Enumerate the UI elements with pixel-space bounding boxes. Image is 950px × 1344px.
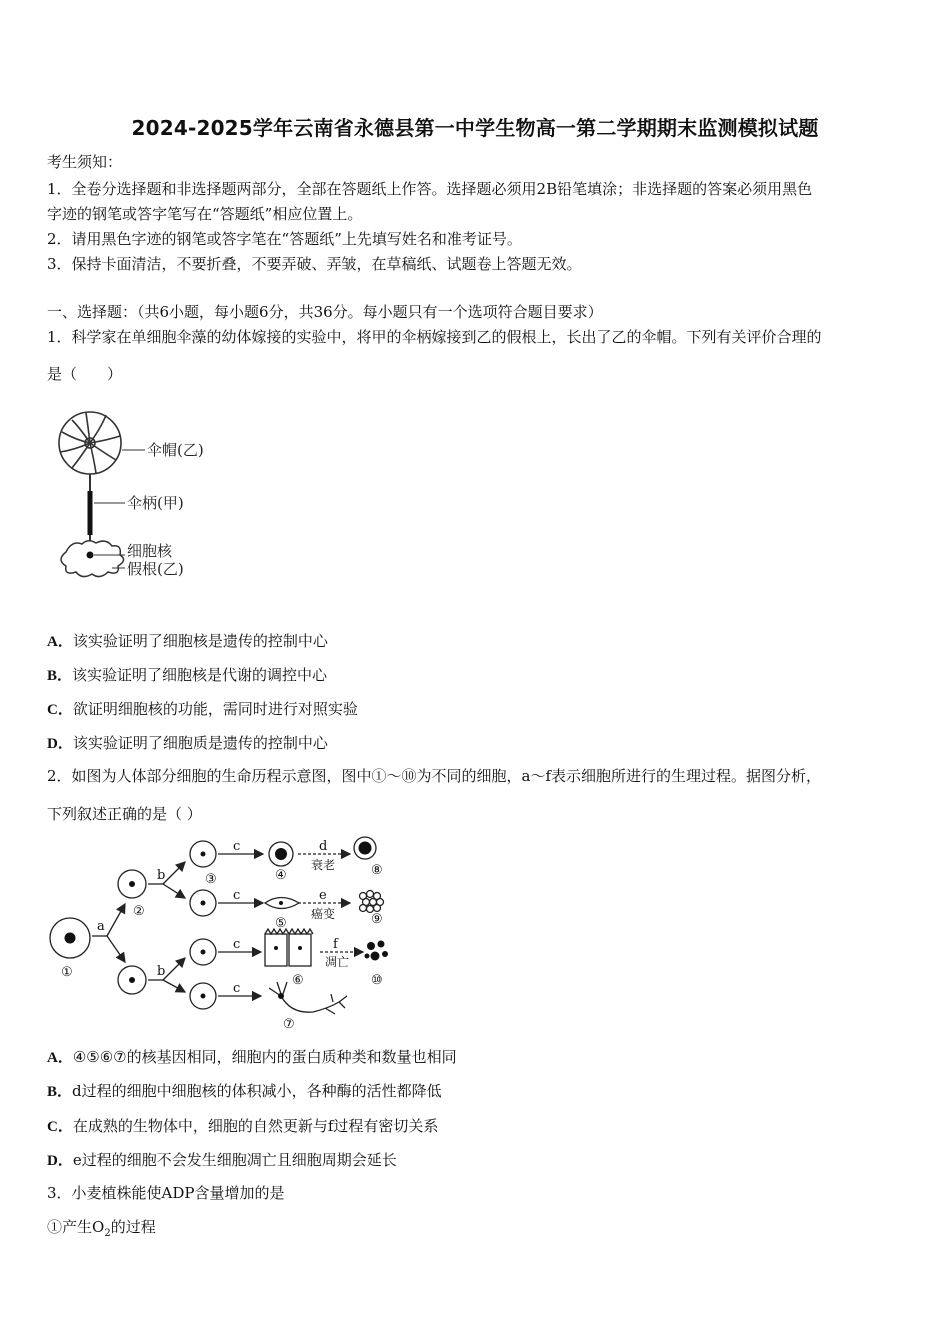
q2-stem: 2．如图为人体部分细胞的生命历程示意图，图中①～⑩为不同的细胞，a～f表示细胞所进行的生理过程。据图分析， bbox=[47, 767, 822, 785]
num-8: ⑧ bbox=[371, 863, 383, 878]
process-c: c bbox=[233, 981, 241, 996]
rhizoid-label: 假根(乙) bbox=[127, 560, 184, 578]
q2-option-b: B．d过程的细胞中细胞核的体积减小，各种酶的活性都降低 bbox=[47, 1082, 442, 1100]
cancer-label: 癌变 bbox=[311, 907, 336, 921]
q1-stem: 1．科学家在单细胞伞藻的幼体嫁接的实验中，将甲的伞柄嫁接到乙的假根上，长出了乙的伞帽。下列有关评价合理的 bbox=[47, 328, 822, 346]
num-7: ⑦ bbox=[283, 1017, 295, 1032]
stalk-label: 伞柄(甲) bbox=[127, 494, 184, 512]
q2-option-c: C．在成熟的生物体中，细胞的自然更新与f过程有密切关系 bbox=[47, 1117, 439, 1135]
stalk-grafted bbox=[88, 491, 93, 535]
cell-10 bbox=[365, 941, 389, 961]
q3-item-1: ①产生$O_2$的过程 bbox=[47, 1218, 156, 1239]
num-2: ② bbox=[133, 904, 145, 919]
cell-9 bbox=[360, 891, 384, 913]
umbrella-alga-figure bbox=[50, 410, 230, 585]
q2-option-a: A．④⑤⑥⑦的核基因相同，细胞内的蛋白质种类和数量也相同 bbox=[47, 1048, 457, 1066]
cap-label: 伞帽(乙) bbox=[147, 441, 204, 459]
notice-item: 1．全卷分选择题和非选择题两部分，全部在答题纸上作答。选择题必须用2B铅笔填涂；非选择题的答案必须用黑色 bbox=[47, 180, 813, 198]
section-heading: 一、选择题：（共6小题，每小题6分，共36分。每小题只有一个选项符合题目要求） bbox=[47, 303, 603, 321]
process-c: c bbox=[233, 839, 241, 854]
rhizoid-outline bbox=[61, 541, 124, 577]
process-b-lower: b bbox=[157, 964, 166, 979]
umbrella-cap-shape bbox=[59, 412, 121, 474]
process-e: e bbox=[319, 888, 327, 903]
apoptosis-label: 凋亡 bbox=[325, 955, 350, 969]
q2-stem-cont: 下列叙述正确的是（ ） bbox=[47, 805, 202, 823]
process-d: d bbox=[319, 839, 328, 854]
num-9: ⑨ bbox=[371, 912, 383, 927]
num-5: ⑤ bbox=[275, 916, 287, 931]
nucleus-label: 细胞核 bbox=[127, 542, 173, 560]
num-6: ⑥ bbox=[292, 973, 304, 988]
process-f: f bbox=[333, 937, 338, 952]
notice-item: 2．请用黑色字迹的钢笔或答字笔在“答题纸”上先填写姓名和准考证号。 bbox=[47, 230, 522, 248]
q1-option-b: B．该实验证明了细胞核是代谢的调控中心 bbox=[47, 666, 328, 684]
process-c: c bbox=[233, 888, 241, 903]
num-3: ③ bbox=[205, 872, 217, 887]
cell-lifecycle-figure bbox=[45, 832, 405, 1034]
num-4: ④ bbox=[275, 868, 287, 883]
q3-stem: 3．小麦植株能使ADP含量增加的是 bbox=[47, 1184, 285, 1202]
aging-label: 衰老 bbox=[311, 858, 336, 872]
q1-option-d: D．该实验证明了细胞质是遗传的控制中心 bbox=[47, 734, 328, 752]
q1-stem-cont: 是（ ） bbox=[47, 365, 123, 383]
page-title: 2024-2025学年云南省永德县第一中学生物高一第二学期期末监测模拟试题 bbox=[131, 116, 819, 140]
nucleus-dot bbox=[87, 552, 94, 559]
process-a: a bbox=[97, 919, 105, 934]
notice-heading: 考生须知： bbox=[47, 153, 123, 171]
q2-option-d: D．e过程的细胞不会发生细胞凋亡且细胞周期会延长 bbox=[47, 1151, 397, 1169]
q1-option-a: A．该实验证明了细胞核是遗传的控制中心 bbox=[47, 632, 328, 650]
q1-option-c: C．欲证明细胞核的功能，需同时进行对照实验 bbox=[47, 700, 358, 718]
notice-item: 3．保持卡面清洁，不要折叠，不要弄破、弄皱，在草稿纸、试题卷上答题无效。 bbox=[47, 255, 582, 273]
notice-item: 字迹的钢笔或答字笔写在“答题纸”相应位置上。 bbox=[47, 205, 363, 223]
process-c: c bbox=[233, 937, 241, 952]
num-10: ⑩ bbox=[371, 973, 383, 988]
process-b-upper: b bbox=[157, 868, 166, 883]
num-1: ① bbox=[61, 965, 73, 980]
